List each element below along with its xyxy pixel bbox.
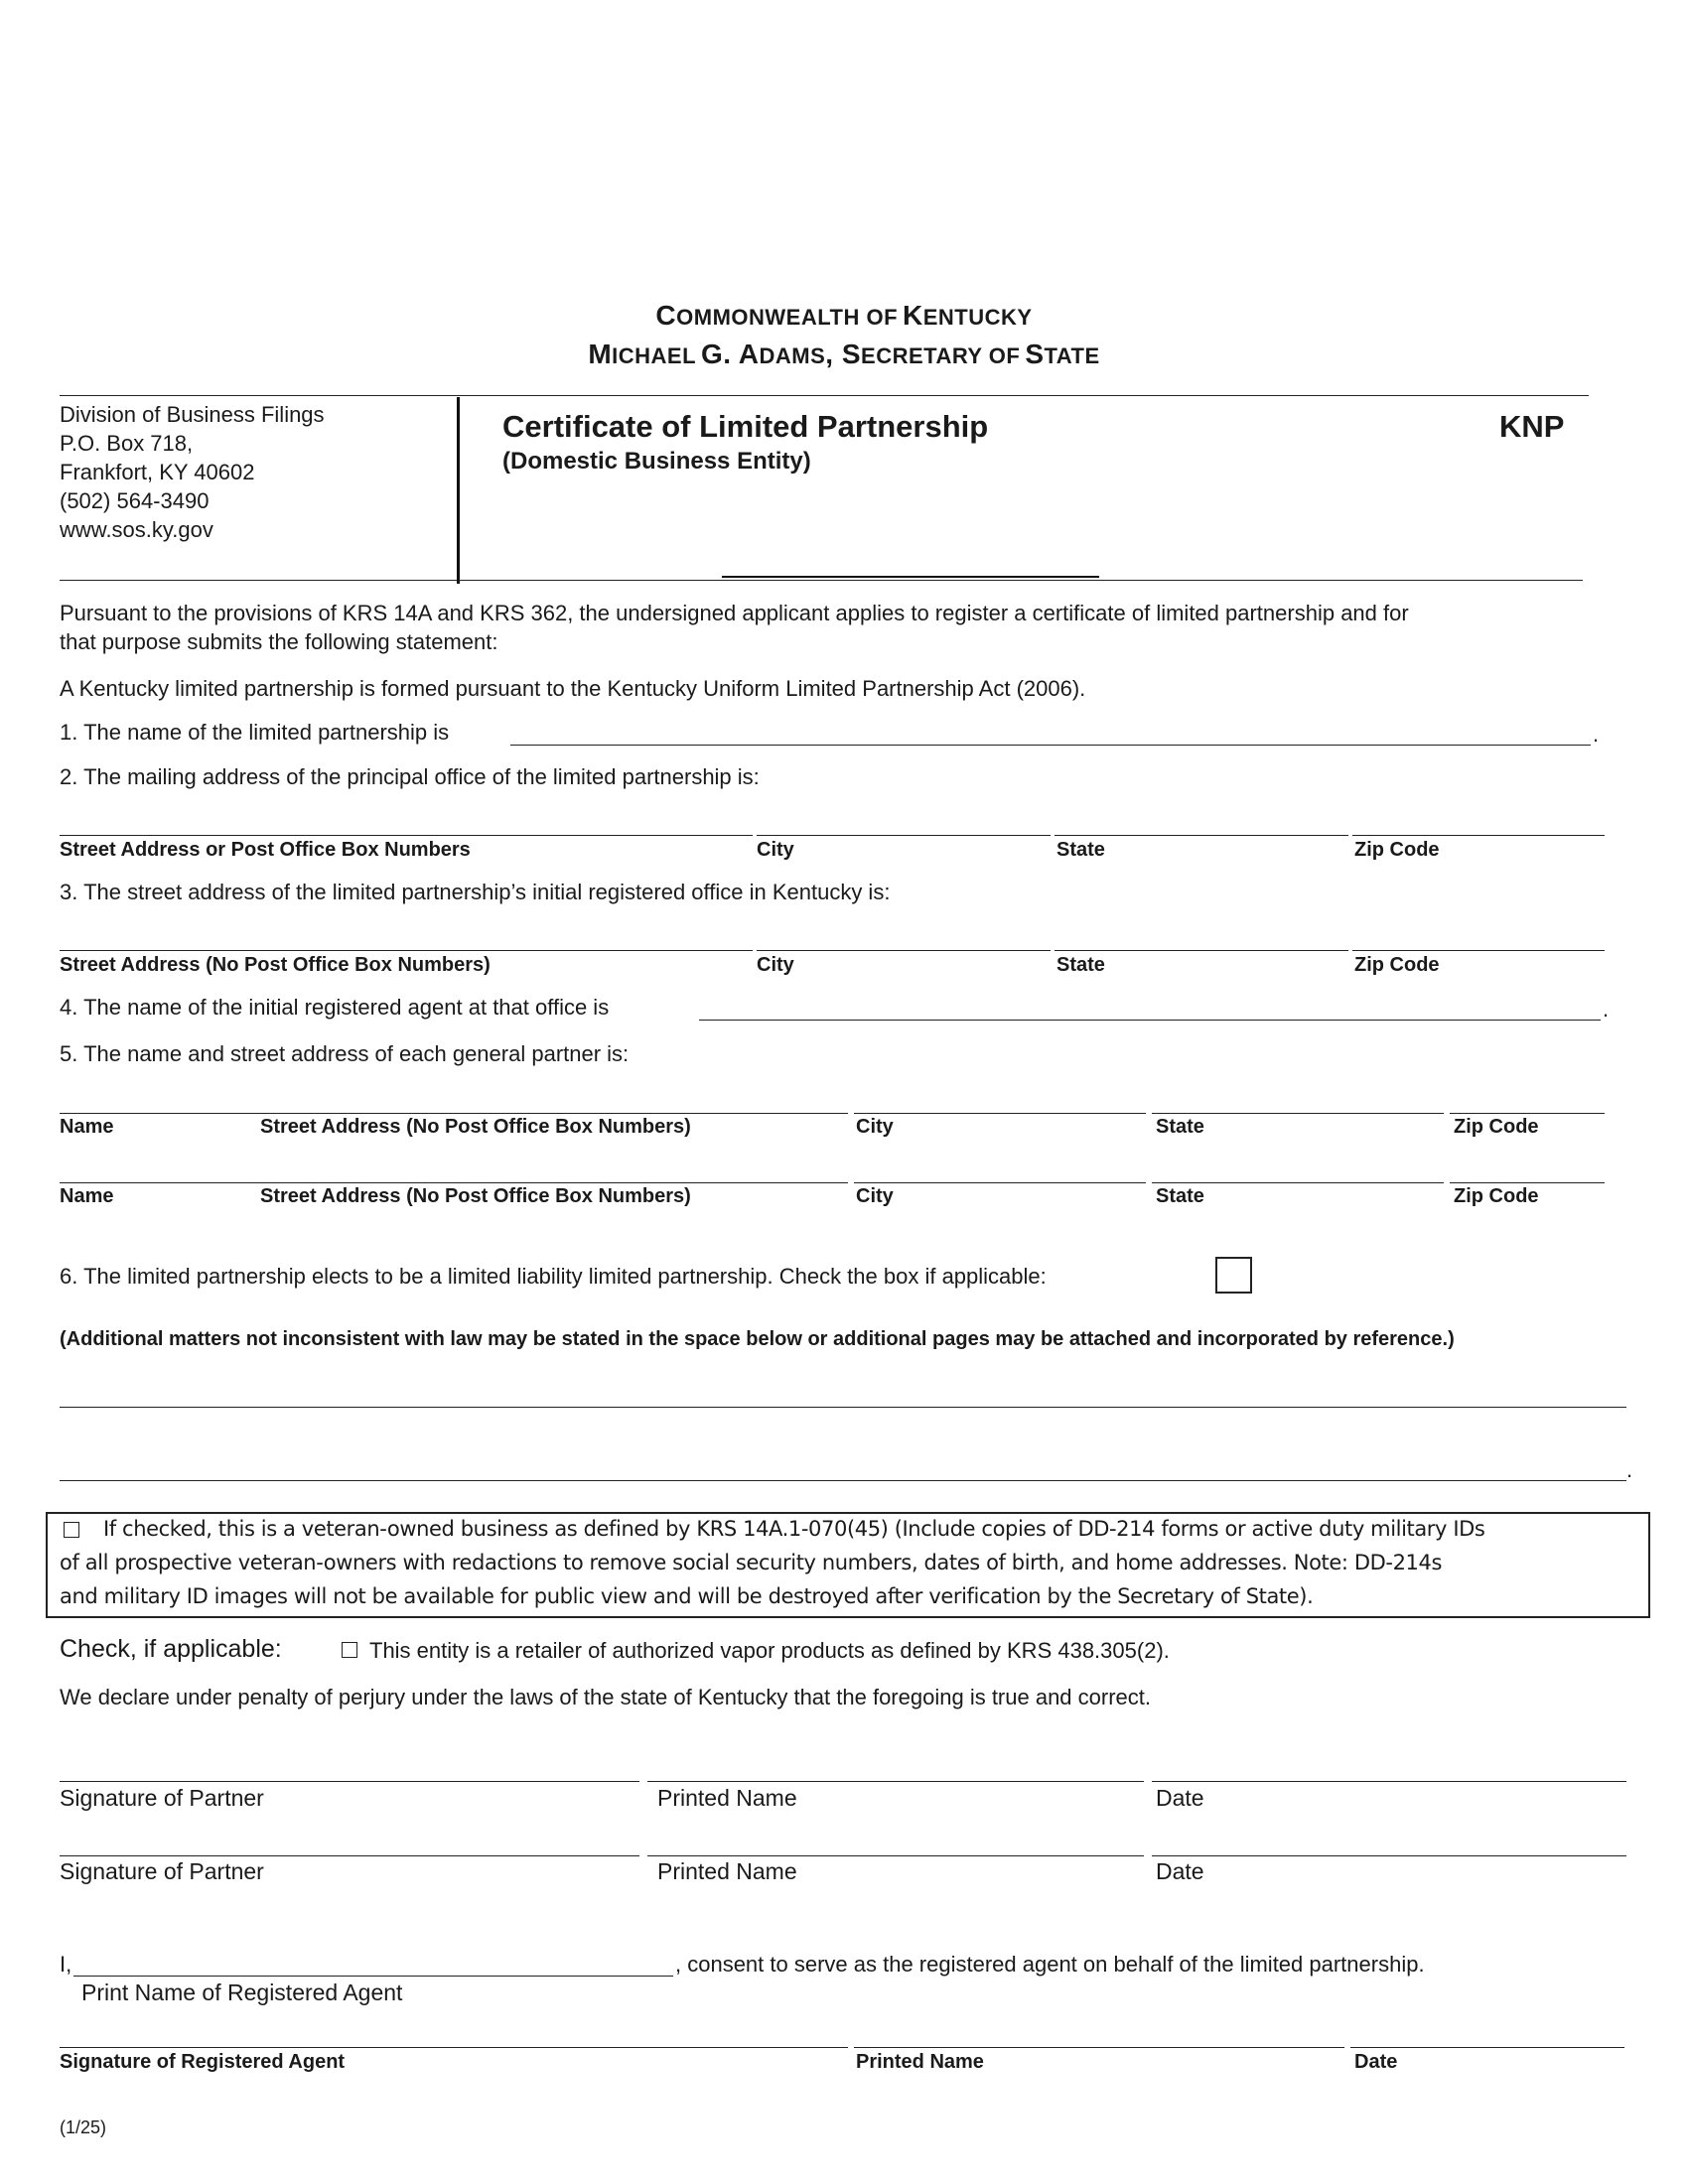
label-street-po: Street Address or Post Office Box Numbers: [60, 839, 471, 861]
registered-state-field[interactable]: [1055, 950, 1348, 951]
header-bottom-rule-right: [459, 580, 1583, 581]
agent-consent-text: , consent to serve as the registered agent on behalf of the limited partnership.: [675, 1952, 1425, 1977]
label-name: Name: [60, 1185, 114, 1207]
registered-city-field[interactable]: [757, 950, 1051, 951]
office-line-4: (502) 564-3490: [60, 488, 210, 513]
label-date: Date: [1156, 1785, 1204, 1811]
label-street-no-po: Street Address (No Post Office Box Numbers): [260, 1116, 691, 1138]
additional-matters-line-1[interactable]: [60, 1407, 1626, 1408]
partner-2-state-field[interactable]: [1152, 1182, 1444, 1183]
item-4-period: .: [1603, 997, 1610, 1022]
label-date: Date: [1156, 1858, 1204, 1884]
lp-name-field[interactable]: [510, 745, 1591, 746]
intro-line-1: Pursuant to the provisions of KRS 14A and KRS 362, the undersigned applicant applies to register a certificate of limited partnership and for: [60, 601, 1409, 625]
label-agent-printed-name: Printed Name: [856, 2051, 984, 2073]
item-5-label: 5. The name and street address of each general partner is:: [60, 1041, 630, 1066]
registered-agent-name-field[interactable]: [699, 1020, 1601, 1021]
label-city: City: [856, 1185, 894, 1207]
vapor-text: This entity is a retailer of authorized vapor products as defined by KRS 438.305(2).: [369, 1638, 1170, 1663]
principal-street-field[interactable]: [60, 835, 753, 836]
agent-printed-name-field[interactable]: [854, 2047, 1344, 2048]
item-6-label: 6. The limited partnership elects to be a limited liability limited partnership. Check the box if applicable:: [60, 1264, 1047, 1289]
additional-matters-line-2[interactable]: [60, 1480, 1626, 1481]
partner-2-date-field[interactable]: [1152, 1855, 1626, 1856]
partner-1-zip-field[interactable]: [1450, 1113, 1605, 1114]
label-zip: Zip Code: [1354, 839, 1440, 861]
label-signature-of-agent: Signature of Registered Agent: [60, 2051, 346, 2073]
item-4-label: 4. The name of the initial registered agent at that office is: [60, 995, 610, 1020]
intro-line-2: that purpose submits the following statement:: [60, 629, 498, 654]
partner-1-date-field[interactable]: [1152, 1781, 1626, 1782]
label-zip: Zip Code: [1454, 1116, 1539, 1138]
agent-signature-field[interactable]: [60, 2047, 848, 2048]
item-3-label: 3. The street address of the limited partnership’s initial registered office in Kentucky is:: [60, 880, 891, 904]
veteran-line-2: of all prospective veteran-owners with redactions to remove social security numbers, dates of birth, and home addresses. Note: DD-214s: [60, 1551, 1442, 1574]
label-city: City: [757, 839, 794, 861]
label-zip: Zip Code: [1454, 1185, 1539, 1207]
partner-2-zip-field[interactable]: [1450, 1182, 1605, 1183]
partner-1-signature-field[interactable]: [60, 1781, 639, 1782]
intro-act: A Kentucky limited partnership is formed pursuant to the Kentucky Uniform Limited Partnership Act (2006).: [60, 676, 1086, 701]
header-line1: COMMONWEALTH OF KENTUCKY: [655, 300, 1033, 331]
label-signature-of-partner: Signature of Partner: [60, 1785, 264, 1811]
principal-zip-field[interactable]: [1352, 835, 1605, 836]
label-printed-name: Printed Name: [657, 1858, 797, 1884]
header-line2: MICHAEL G. ADAMS, SECRETARY OF STATE: [588, 339, 1100, 369]
label-printed-name: Printed Name: [657, 1785, 797, 1811]
partner-1-state-field[interactable]: [1152, 1113, 1444, 1114]
form-code: KNP: [1499, 409, 1565, 444]
partner-1-city-field[interactable]: [854, 1113, 1146, 1114]
partner-1-printed-name-field[interactable]: [647, 1781, 1144, 1782]
label-agent-date: Date: [1354, 2051, 1398, 2073]
label-city: City: [856, 1116, 894, 1138]
veteran-checkbox[interactable]: [64, 1522, 79, 1538]
veteran-line-3: and military ID images will not be available for public view and will be destroyed after verification by the Secretary of State).: [60, 1584, 1314, 1608]
label-print-name-of-agent: Print Name of Registered Agent: [81, 1979, 403, 2005]
header-top-rule: [60, 395, 1589, 396]
header-bottom-rule-left: [60, 580, 457, 581]
office-website: www.sos.ky.gov: [60, 517, 213, 542]
form-subtitle: (Domestic Business Entity): [502, 448, 811, 475]
header-vertical-divider: [457, 397, 460, 584]
partner-2-city-field[interactable]: [854, 1182, 1146, 1183]
agent-print-name-field[interactable]: [73, 1976, 673, 1977]
label-street-no-po: Street Address (No Post Office Box Numbers): [60, 954, 491, 976]
label-state: State: [1056, 954, 1105, 976]
partner-2-signature-field[interactable]: [60, 1855, 639, 1856]
partner-2-printed-name-field[interactable]: [647, 1855, 1144, 1856]
label-city: City: [757, 954, 794, 976]
additional-period: .: [1626, 1457, 1633, 1482]
item-1-label: 1. The name of the limited partnership is: [60, 720, 450, 745]
item-1-period: .: [1593, 722, 1600, 747]
partner-2-name-address-field[interactable]: [60, 1182, 848, 1183]
partner-1-name-address-field[interactable]: [60, 1113, 848, 1114]
label-street-no-po: Street Address (No Post Office Box Numbers): [260, 1185, 691, 1207]
registered-zip-field[interactable]: [1352, 950, 1605, 951]
registered-street-field[interactable]: [60, 950, 753, 951]
additional-matters-note: (Additional matters not inconsistent with law may be stated in the space below or additional pages may be attached and incorporated by reference.): [60, 1328, 1455, 1350]
office-line-1: Division of Business Filings: [60, 402, 325, 427]
office-line-3: Frankfort, KY 40602: [60, 460, 255, 484]
office-line-2: P.O. Box 718,: [60, 431, 194, 456]
label-name: Name: [60, 1116, 114, 1138]
principal-state-field[interactable]: [1055, 835, 1348, 836]
label-zip: Zip Code: [1354, 954, 1440, 976]
label-signature-of-partner: Signature of Partner: [60, 1858, 264, 1884]
vapor-prefix: Check, if applicable:: [60, 1635, 282, 1663]
revision-date: (1/25): [60, 2117, 107, 2137]
declaration: We declare under penalty of perjury under the laws of the state of Kentucky that the foregoing is true and correct.: [60, 1685, 1152, 1709]
agent-i-prefix: I,: [60, 1952, 72, 1977]
label-state: State: [1056, 839, 1105, 861]
veteran-line-1: If checked, this is a veteran-owned business as defined by KRS 14A.1-070(45) (Include copies of DD-214 forms or active duty military IDs: [103, 1517, 1485, 1541]
agent-date-field[interactable]: [1350, 2047, 1624, 2048]
label-state: State: [1156, 1116, 1204, 1138]
label-state: State: [1156, 1185, 1204, 1207]
header-bottom-mid-bold: [722, 576, 1099, 578]
form-title: Certificate of Limited Partnership: [502, 409, 989, 444]
item-2-label: 2. The mailing address of the principal office of the limited partnership is:: [60, 764, 760, 789]
lllp-checkbox[interactable]: [1215, 1257, 1252, 1294]
principal-city-field[interactable]: [757, 835, 1051, 836]
vapor-checkbox[interactable]: [342, 1642, 357, 1658]
